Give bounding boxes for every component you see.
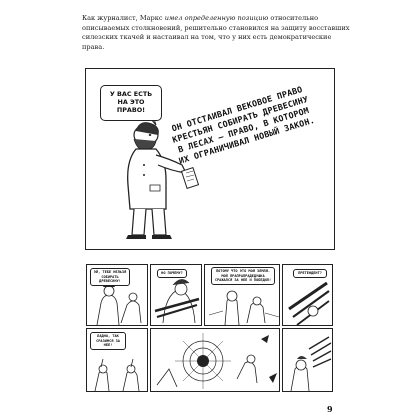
strip-cell-7 [282,328,333,392]
intro-text-1: Как журналист, Маркс [82,14,165,22]
strip-bubble-1: ЭЙ, ТЕБЕ НЕЛЬЗЯ СОБИРАТЬ ДРЕВЕСИНУ! [90,268,130,286]
speech-bubble: У ВАС ЕСТЬ НА ЭТО ПРАВО! [100,85,162,121]
main-illustration-panel [85,68,335,250]
page-number: 9 [327,404,333,414]
strip-cell-2 [150,264,202,326]
intro-paragraph [82,14,350,52]
narration-caption: ОН ОТСТАИВАЛ ВЕКОВОЕ ПРАВО КРЕСТЬЯН СОБИРАТЬ ДРЕВЕСИНУ В ЛЕСАХ — ПРАВО, В КОТОРОМ ИХ ОГРАНИЧИВАЛ НОВЫЙ ЗАКОН. [170,84,316,166]
intro-text-2: относительно описываемых столкновений, решительно становился на защиту восставших силезских ткачей и настаивал на том, что у них есть демократические права. [82,14,350,51]
strip-bubble-4: ПРЕТЕНДЕНТ? [293,269,327,278]
strip-bubble-3: ПОТОМУ ЧТО ЭТО МОЯ ЗЕМЛЯ. МОЙ ПРАПРАПРАДЕДУШКА СРАЖАЛСЯ ЗА НЕЕ И ПОБЕДИЛ! [211,267,275,285]
strip-bubble-5: ЛАДНО, ТАК СРАЗИМСЯ ЗА НЕЕ! [90,332,126,350]
intro-text-italic: имел определенную позицию [164,14,269,22]
strip-cell-3 [204,264,280,326]
strip-cell-6 [150,328,280,392]
victor-with-wood-drawing [283,329,333,392]
comic-strip [86,264,333,392]
strip-bubble-2: НО ПОЧЕМУ? [157,269,187,278]
battle-scene-drawing [151,329,280,392]
strip-cell-5 [86,328,148,392]
strip-cell-4 [282,264,333,326]
strip-cell-1 [86,264,148,326]
